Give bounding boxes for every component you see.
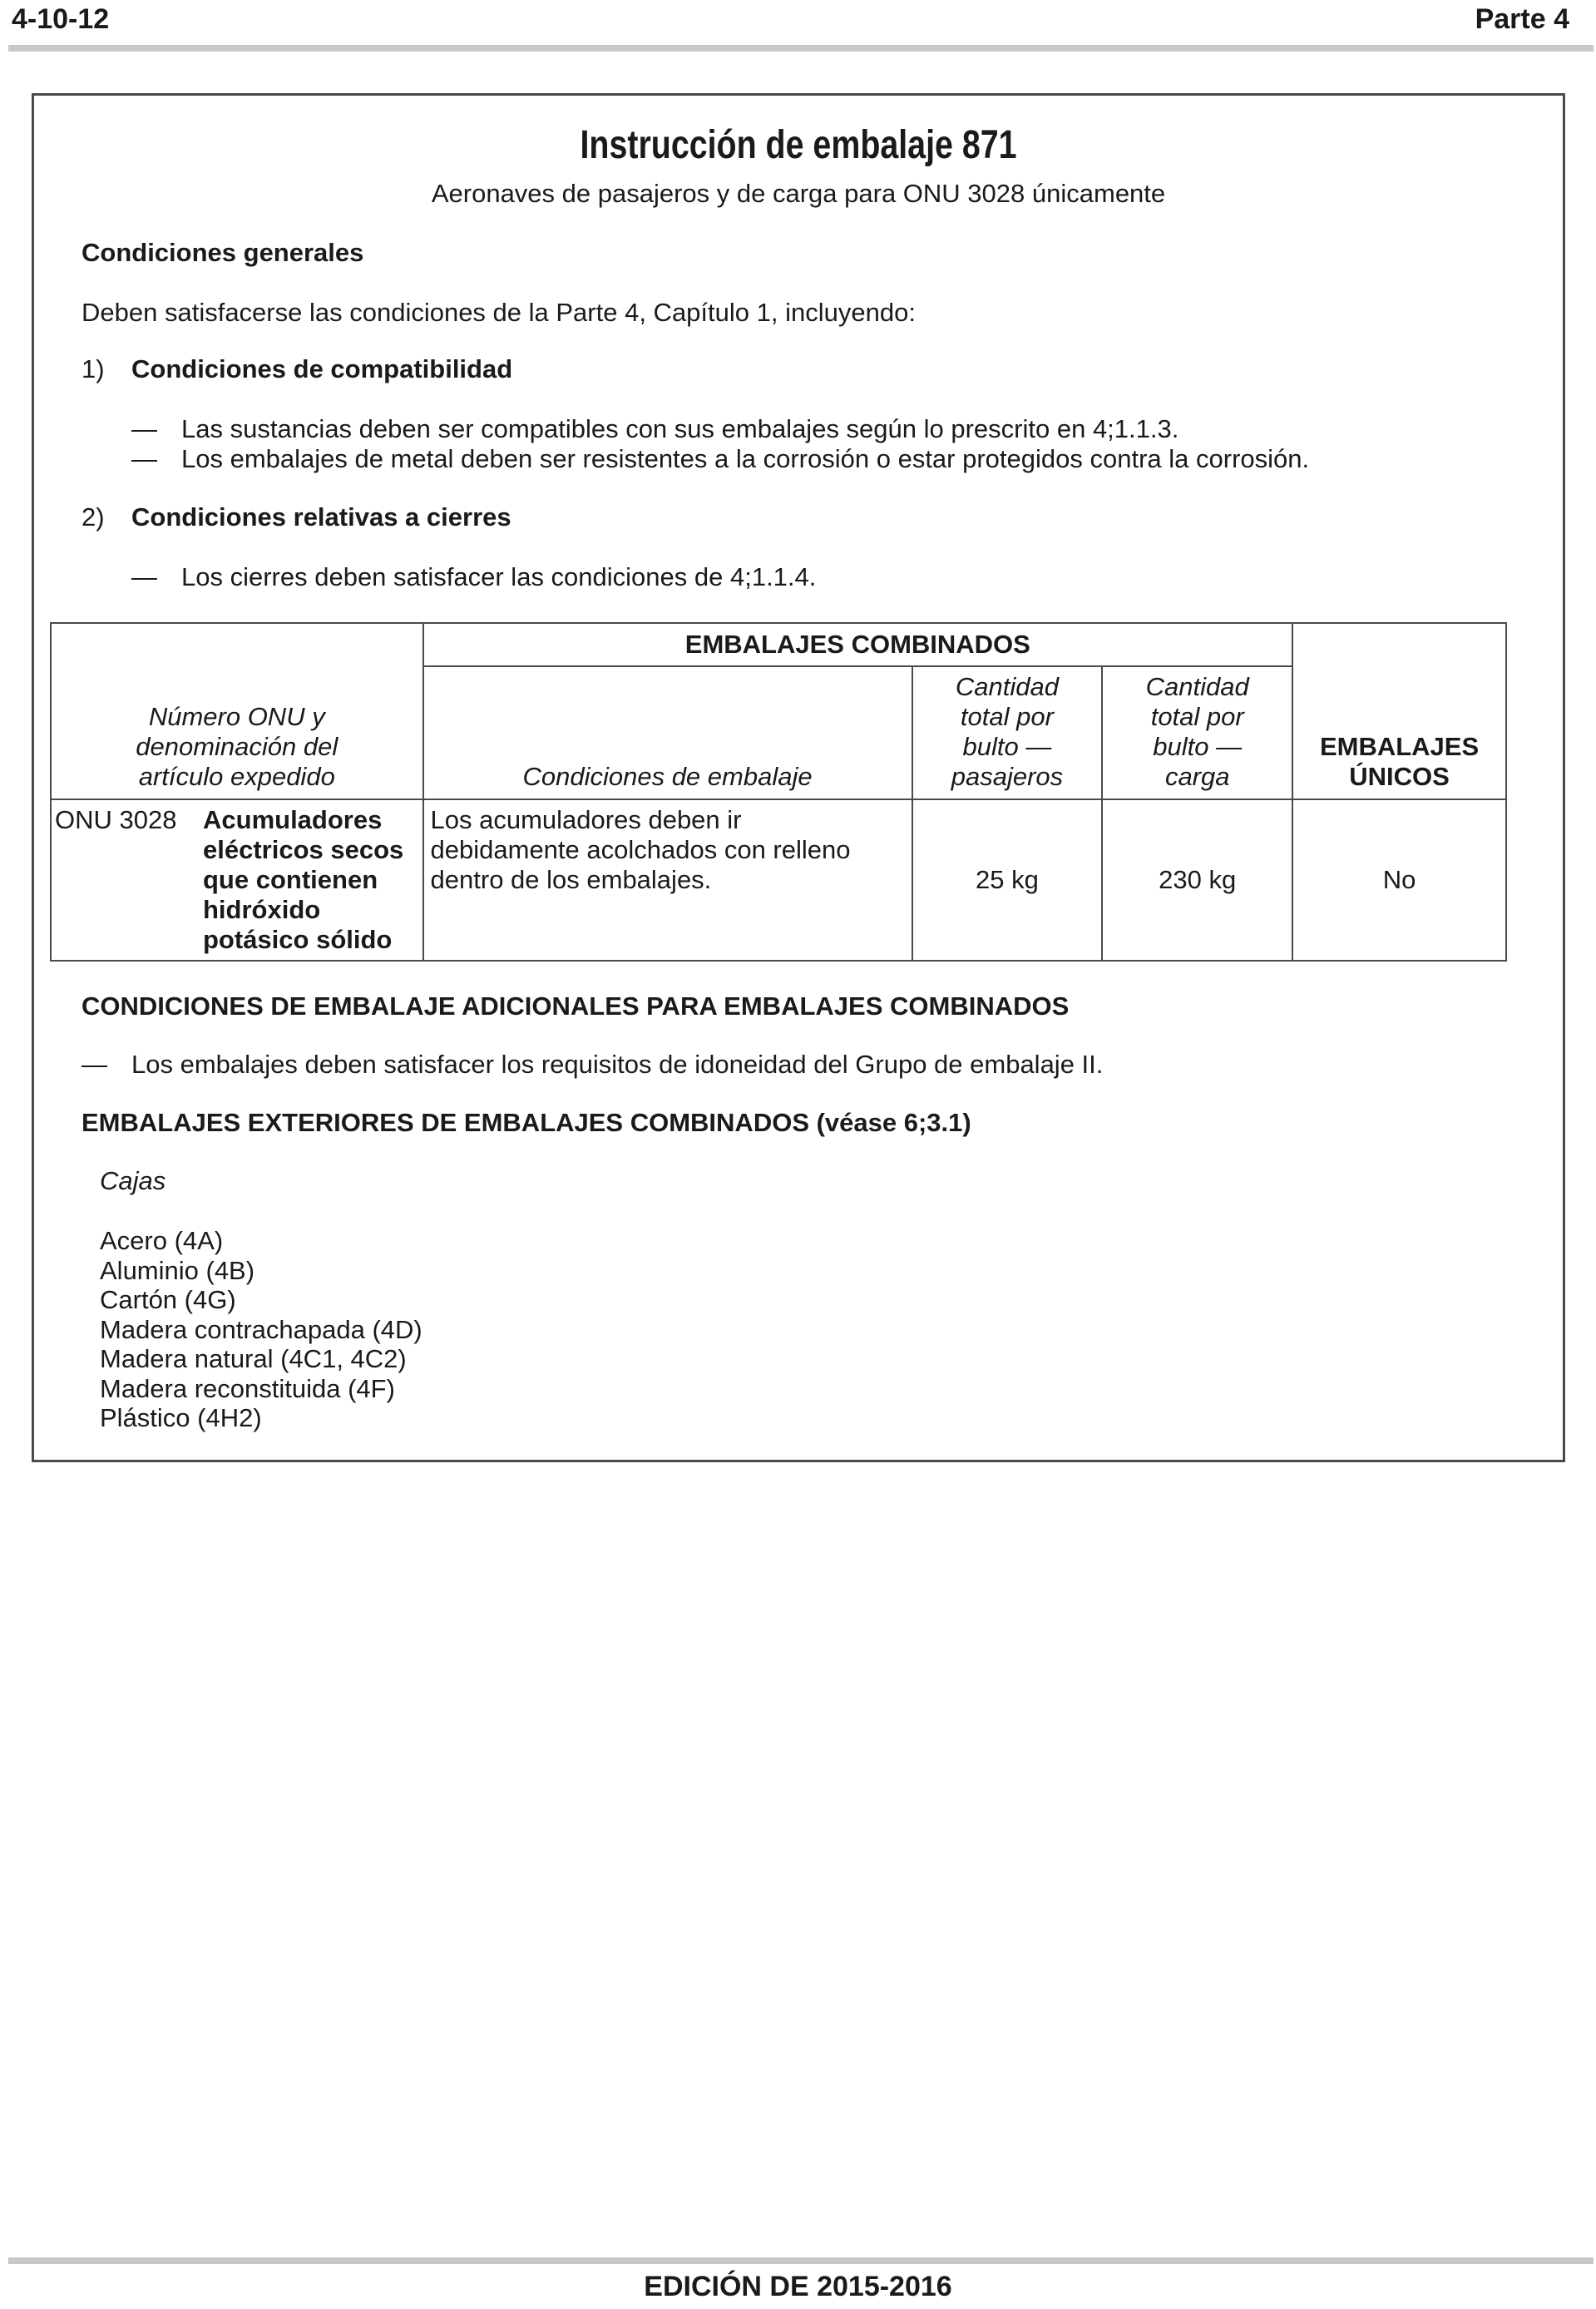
pax-header-line: bulto — (962, 732, 1052, 761)
additional-heading: CONDICIONES DE EMBALAJE ADICIONALES PARA EMBALAJES COMBINADOS (82, 991, 1070, 1021)
pax-header-line: total por (960, 702, 1054, 731)
list-item: Aluminio (4B) (100, 1255, 255, 1285)
outer-heading: EMBALAJES EXTERIORES DE EMBALAJES COMBINADOS (véase 6;3.1) (82, 1108, 971, 1137)
conditions-line: debidamente acolchados con relleno (430, 835, 851, 864)
article-name-line: potásico sólido (203, 925, 393, 954)
page-part: Parte 4 (1475, 3, 1569, 35)
cargo-header-line: total por (1150, 702, 1244, 731)
item2-title: Condiciones relativas a cierres (131, 502, 511, 532)
passenger-qty-value: 25 kg (912, 799, 1103, 961)
instruction-title: Instrucción de embalaje 871 (580, 123, 1017, 167)
un-header-line: artículo expedido (138, 762, 335, 791)
general-intro: Deben satisfacerse las condiciones de la Parte 4, Capítulo 1, incluyendo: (82, 298, 916, 327)
table-row (51, 799, 1506, 961)
page-footer: EDICIÓN DE 2015-2016 (644, 2271, 952, 2302)
list-item: Cartón (4G) (100, 1285, 236, 1314)
item1-bullet-1: Las sustancias deben ser compatibles con sus embalajes según lo prescrito en 4;1.1.3. (181, 414, 1179, 443)
cargo-qty-value: 230 kg (1102, 799, 1292, 961)
list-item: Madera natural (4C1, 4C2) (100, 1344, 407, 1373)
un-header-line: Número ONU y (148, 702, 325, 731)
dash-2: — (131, 444, 157, 473)
header-rule (8, 45, 1594, 52)
article-name-line: eléctricos secos (203, 835, 404, 864)
dash-1: — (131, 414, 157, 443)
packing-table (50, 622, 1507, 962)
list-item: Madera contrachapada (4D) (100, 1314, 422, 1344)
article-name (203, 805, 403, 955)
dash-3: — (131, 562, 157, 591)
item1-bullet-2: Los embalajes de metal deben ser resistentes a la corrosión o estar protegidos contra la corrosión. (181, 444, 1310, 473)
un-number: ONU 3028 (55, 805, 177, 834)
single-header-line: EMBALAJES (1319, 732, 1480, 761)
combined-header: EMBALAJES COMBINADOS (423, 623, 1293, 666)
page-header (0, 0, 1596, 50)
article-name-line: Acumuladores (203, 805, 383, 834)
page-date: 4-10-12 (12, 3, 110, 35)
article-name-line: que contienen (203, 865, 378, 894)
outer-list (100, 1226, 422, 1433)
item2-bullet-1: Los cierres deben satisfacer las condiciones de 4;1.1.4. (181, 562, 817, 591)
cargo-header-line: carga (1164, 762, 1230, 791)
conditions-header: Condiciones de embalaje (423, 666, 912, 799)
footer-rule (8, 2257, 1594, 2264)
passenger-qty-header (912, 666, 1103, 799)
un-cell (51, 799, 423, 961)
cargo-header-line: bulto — (1153, 732, 1243, 761)
single-packaging-value: No (1292, 799, 1506, 961)
item2-number: 2) (82, 502, 105, 532)
un-header (51, 666, 423, 799)
list-item: Acero (4A) (100, 1226, 224, 1255)
instruction-subtitle: Aeronaves de pasajeros y de carga para ONU 3028 únicamente (431, 179, 1166, 208)
outer-category: Cajas (100, 1166, 166, 1195)
item1-number: 1) (82, 354, 105, 383)
cargo-header-line: Cantidad (1145, 672, 1249, 701)
additional-bullet: Los embalajes deben satisfacer los requisitos de idoneidad del Grupo de embalaje II. (131, 1050, 1104, 1079)
dash-4: — (82, 1050, 107, 1079)
pax-header-line: pasajeros (951, 762, 1064, 791)
conditions-line: dentro de los embalajes. (430, 865, 712, 894)
single-header-line: ÚNICOS (1349, 762, 1450, 791)
pax-header-line: Cantidad (955, 672, 1059, 701)
single-header (1292, 623, 1506, 799)
list-item: Madera reconstituida (4F) (100, 1373, 395, 1403)
article-name-line: hidróxido (203, 895, 321, 924)
conditions-line: Los acumuladores deben ir (430, 805, 742, 834)
list-item: Plástico (4H2) (100, 1403, 262, 1432)
conditions-cell (423, 799, 912, 961)
general-heading: Condiciones generales (82, 238, 364, 267)
un-header-line: denominación del (136, 732, 338, 761)
item1-title: Condiciones de compatibilidad (131, 354, 513, 383)
cargo-qty-header (1102, 666, 1292, 799)
